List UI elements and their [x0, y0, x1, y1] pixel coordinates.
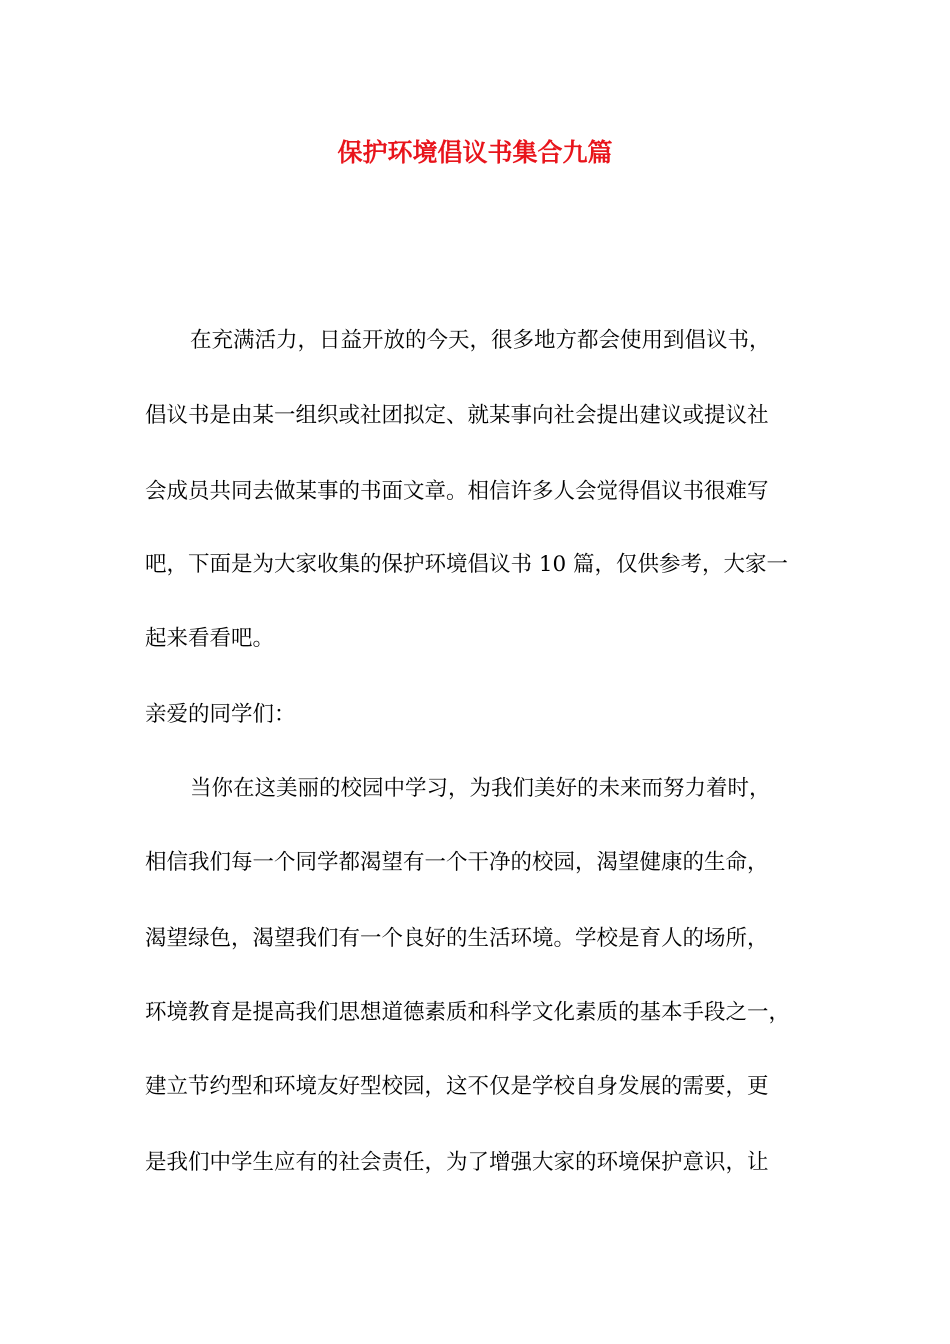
paragraph-line: 在充满活力，日益开放的今天，很多地方都会使用到倡议书， [190, 328, 771, 353]
paragraph-line: 会成员共同去做某事的书面文章。相信许多人会觉得倡议书很难写 [145, 479, 769, 504]
salutation: 亲爱的同学们： [145, 702, 296, 727]
paragraph-line: 环境教育是提高我们思想道德素质和科学文化素质的基本手段之一， [145, 1000, 791, 1025]
paragraph-line: 吧，下面是为大家收集的保护环境倡议书 10 篇，仅供参考，大家一 [145, 552, 789, 577]
paragraph-line: 相信我们每一个同学都渴望有一个干净的校园，渴望健康的生命， [145, 850, 769, 875]
paragraph-line: 渴望绿色，渴望我们有一个良好的生活环境。学校是育人的场所， [145, 926, 769, 951]
paragraph-line: 倡议书是由某一组织或社团拟定、就某事向社会提出建议或提议社 [145, 403, 769, 428]
document-title: 保护环境倡议书集合九篇 [337, 138, 613, 167]
paragraph-line: 是我们中学生应有的社会责任，为了增强大家的环境保护意识，让 [145, 1150, 769, 1175]
paragraph-line: 当你在这美丽的校园中学习，为我们美好的未来而努力着时， [190, 776, 771, 801]
paragraph-line: 起来看看吧。 [145, 626, 275, 651]
paragraph-line: 建立节约型和环境友好型校园，这不仅是学校自身发展的需要，更 [145, 1074, 769, 1099]
